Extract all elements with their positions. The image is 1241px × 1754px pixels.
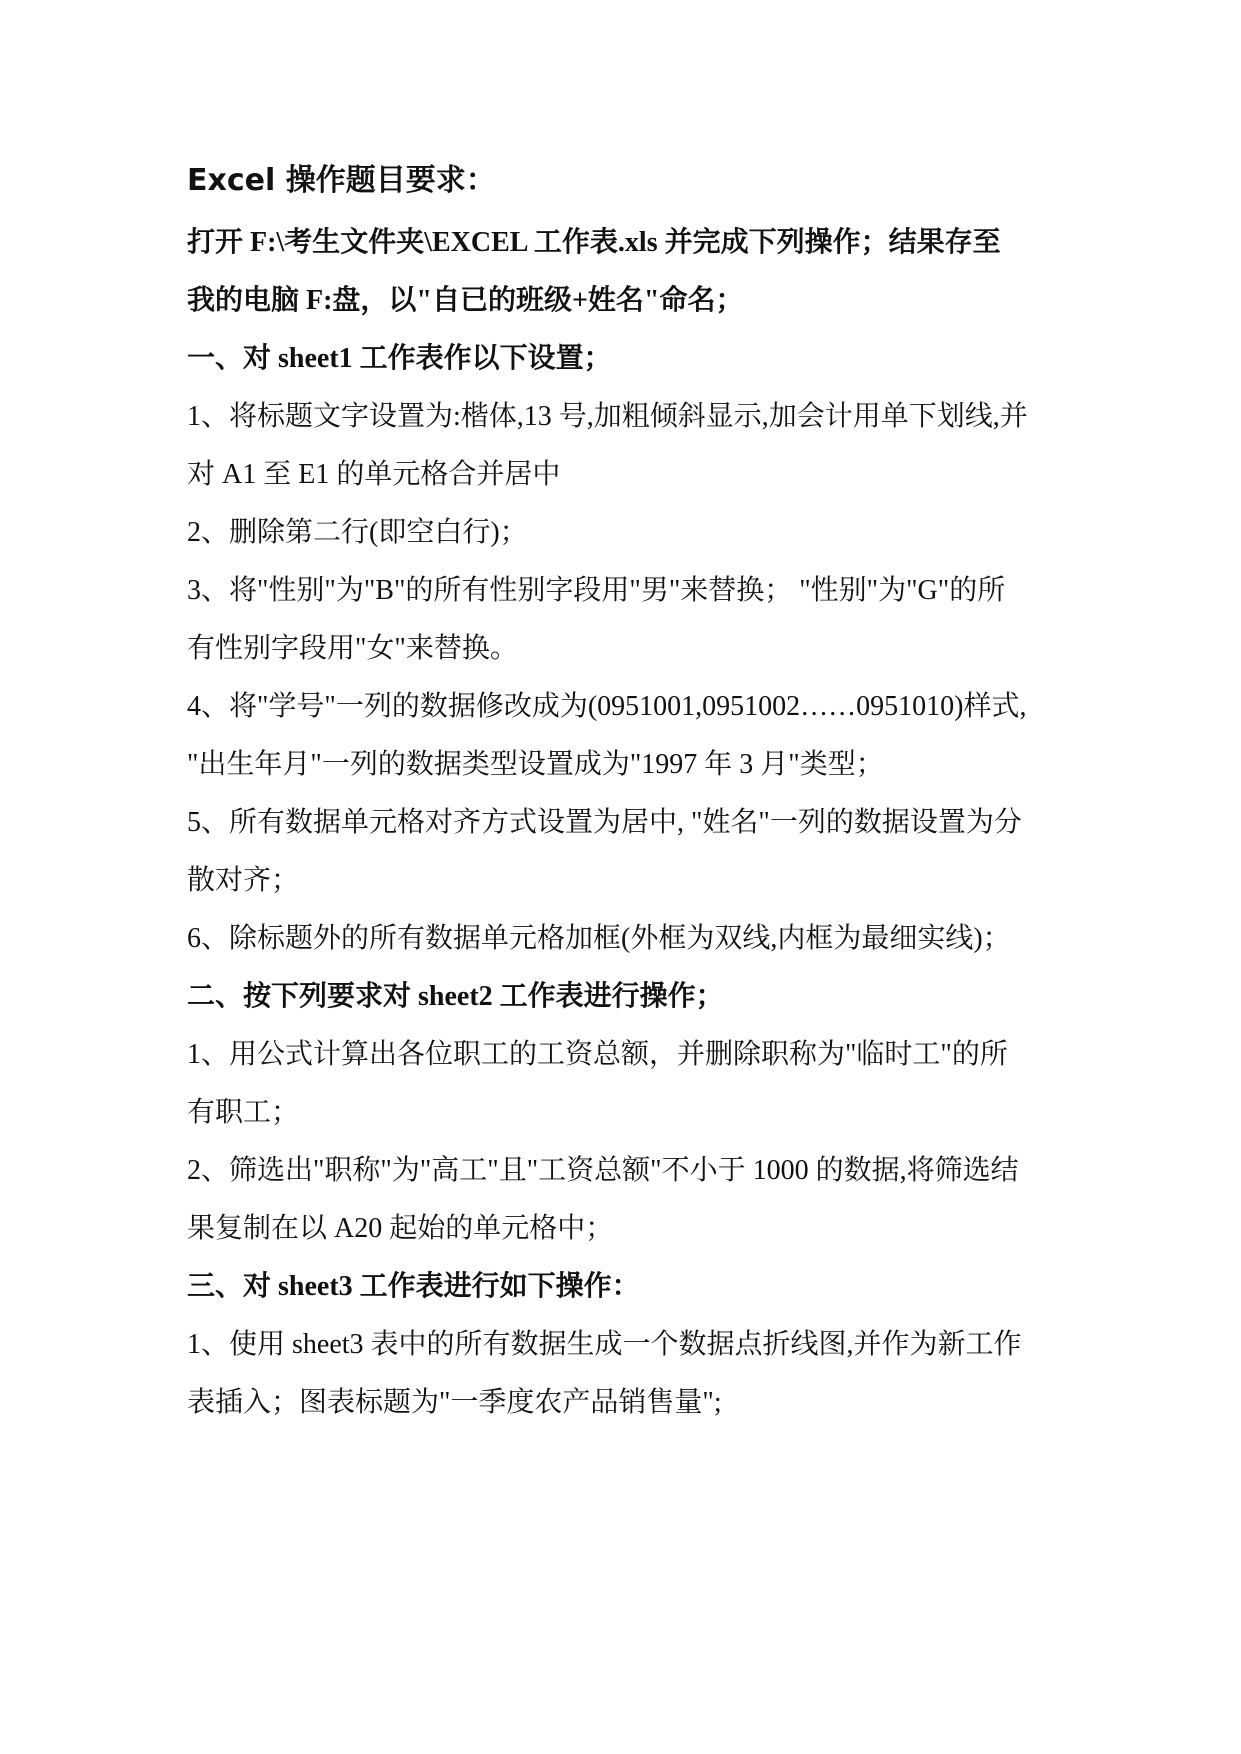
paragraph-line: 表插入；图表标题为"一季度农产品销售量"; (187, 1387, 722, 1418)
paragraph-line: 有性别字段用"女"来替换。 (187, 633, 518, 664)
paragraph-line: 3、将"性别"为"B"的所有性别字段用"男"来替换； "性别"为"G"的所 (187, 575, 1006, 606)
paragraph-line: 4、将"学号"一列的数据修改成为(0951001,0951002……0951010)样式, (187, 691, 1027, 722)
document-title: Excel 操作题目要求： (187, 163, 496, 198)
paragraph-line: 有职工； (187, 1097, 300, 1128)
paragraph-line: 1、用公式计算出各位职工的工资总额，并删除职称为"临时工"的所 (187, 1039, 1008, 1070)
paragraph-line: 2、筛选出"职称"为"高工"且"工资总额"不小于 1000 的数据,将筛选结 (187, 1155, 1019, 1186)
section-heading: 二、按下列要求对 sheet2 工作表进行操作； (187, 981, 724, 1012)
paragraph-line: 1、使用 sheet3 表中的所有数据生成一个数据点折线图,并作为新工作 (187, 1329, 1022, 1360)
paragraph-line: "出生年月"一列的数据类型设置成为"1997 年 3 月"类型； (187, 749, 884, 780)
paragraph-line: 散对齐； (187, 865, 300, 896)
paragraph-line: 对 A1 至 E1 的单元格合并居中 (187, 459, 561, 490)
section-heading: 一、对 sheet1 工作表作以下设置； (187, 343, 612, 374)
section-heading: 三、对 sheet3 工作表进行如下操作： (187, 1271, 640, 1302)
paragraph-line: 5、所有数据单元格对齐方式设置为居中, "姓名"一列的数据设置为分 (187, 807, 1022, 838)
paragraph-line: 我的电脑 F:盘，以"自已的班级+姓名"命名； (187, 285, 744, 316)
paragraph-line: 果复制在以 A20 起始的单元格中； (187, 1213, 614, 1244)
paragraph-line: 6、除标题外的所有数据单元格加框(外框为双线,内框为最细实线)； (187, 923, 1011, 954)
paragraph-line: 1、将标题文字设置为:楷体,13 号,加粗倾斜显示,加会计用单下划线,并 (187, 401, 1028, 432)
paragraph-line: 打开 F:\考生文件夹\EXCEL 工作表.xls 并完成下列操作；结果存至 (187, 227, 1001, 258)
paragraph-line: 2、删除第二行(即空白行)； (187, 517, 528, 548)
